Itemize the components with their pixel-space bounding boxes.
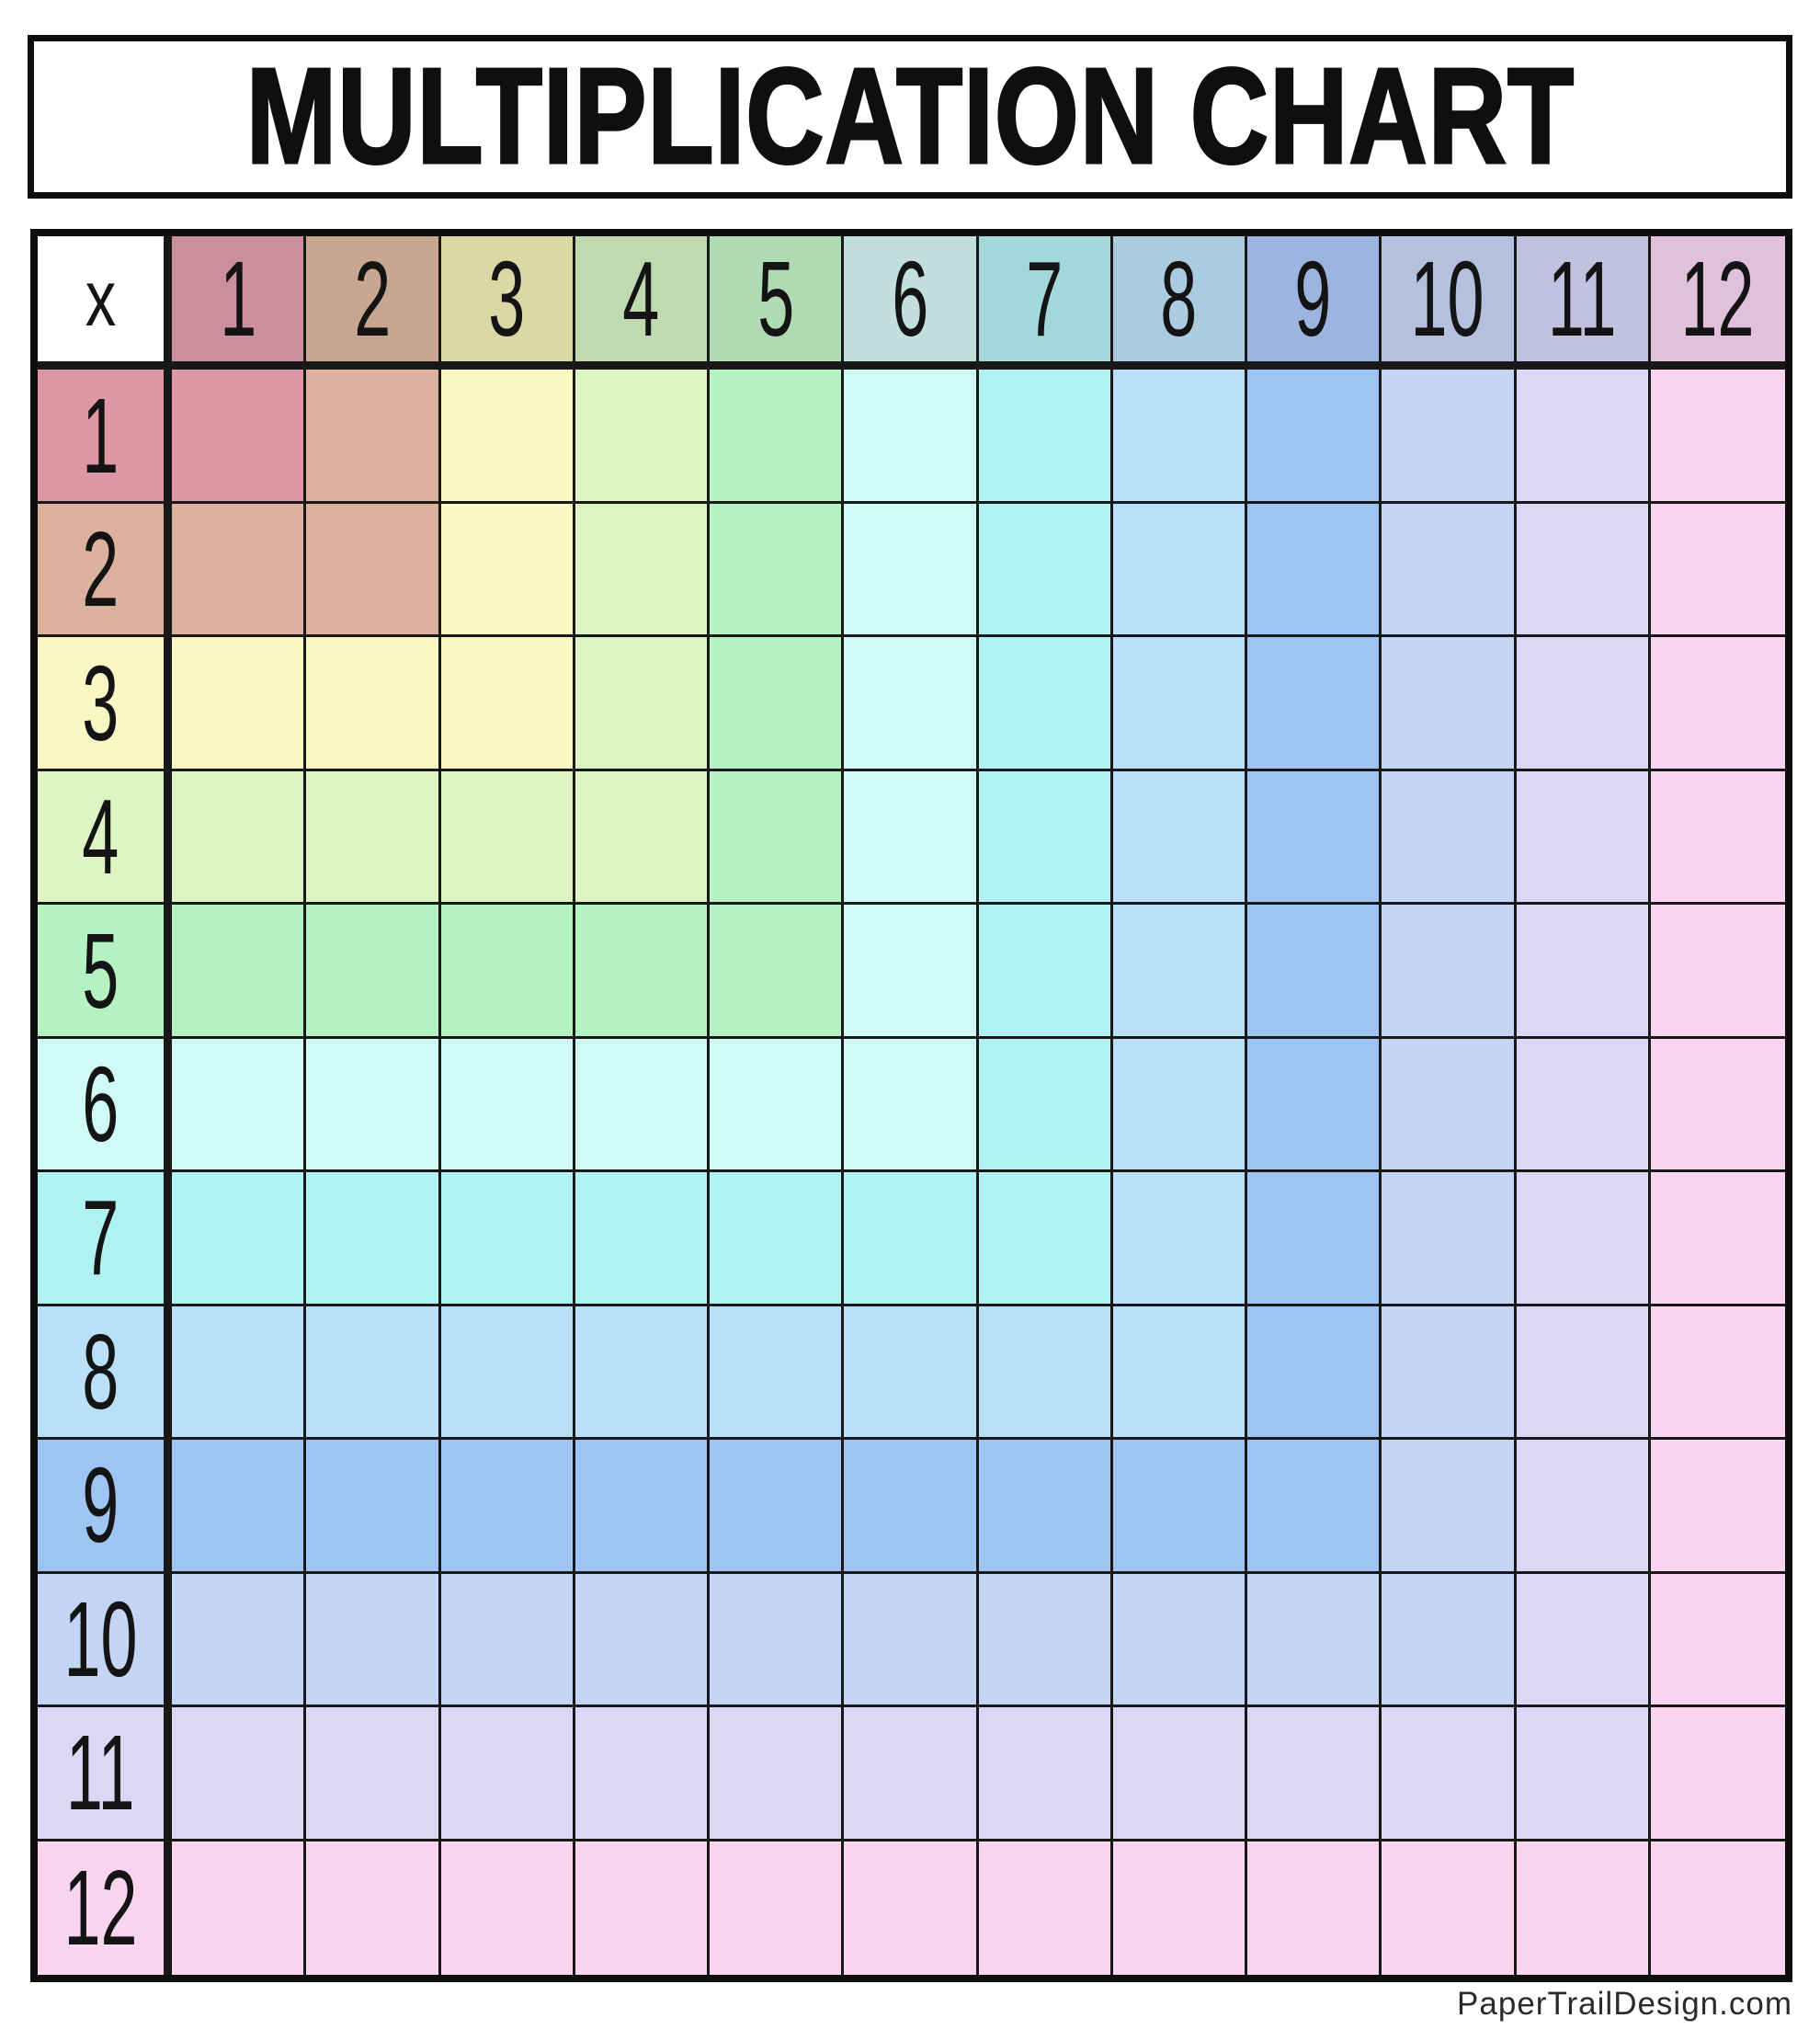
grid-cell — [1651, 1574, 1785, 1707]
grid-cell — [1113, 1039, 1247, 1172]
grid-cell — [1382, 771, 1516, 905]
row-header-cell — [38, 370, 172, 503]
grid-cell — [306, 1574, 440, 1707]
grid-cell — [441, 1841, 575, 1975]
row-header-cell-label: 7 — [82, 1178, 119, 1298]
col-header-cell — [172, 236, 306, 370]
grid-cell — [1113, 1841, 1247, 1975]
grid-cell — [1651, 1039, 1785, 1172]
grid-cell — [306, 1841, 440, 1975]
grid-cell — [1651, 1172, 1785, 1306]
row-header-cell-label: 6 — [82, 1043, 119, 1164]
grid-cell — [710, 771, 844, 905]
row-header-cell — [38, 905, 172, 1038]
grid-cell — [306, 1172, 440, 1306]
grid-cell — [575, 370, 710, 503]
col-header-cell — [575, 236, 710, 370]
grid-cell — [710, 504, 844, 637]
grid-cell — [710, 1707, 844, 1841]
grid-cell — [575, 637, 710, 770]
grid-cell — [710, 1172, 844, 1306]
grid-cell — [1247, 504, 1382, 637]
grid-cell — [1113, 1306, 1247, 1440]
grid-cell — [306, 504, 440, 637]
grid-cell — [1651, 1440, 1785, 1573]
row-header-cell-label: 4 — [82, 777, 119, 897]
row-header-cell-label: 10 — [63, 1579, 138, 1699]
grid-cell — [1382, 1039, 1516, 1172]
grid-cell — [1651, 1841, 1785, 1975]
grid-cell — [441, 771, 575, 905]
grid-cell — [1113, 771, 1247, 905]
grid-cell — [710, 370, 844, 503]
grid-cell — [1651, 370, 1785, 503]
grid-cell — [979, 1172, 1113, 1306]
grid-cell — [441, 1440, 575, 1573]
grid-cell — [844, 1039, 978, 1172]
grid-cell — [306, 1440, 440, 1573]
grid-cell — [1382, 370, 1516, 503]
grid-cell — [979, 1574, 1113, 1707]
corner-cell-label: x — [85, 255, 117, 344]
grid-cell — [441, 637, 575, 770]
grid-cell — [1517, 1707, 1651, 1841]
grid-cell — [844, 1707, 978, 1841]
col-header-cell — [1517, 236, 1651, 370]
grid-cell — [575, 1440, 710, 1573]
grid-cell — [1247, 370, 1382, 503]
row-header-cell — [38, 1707, 172, 1841]
col-header-cell — [1651, 236, 1785, 370]
grid-cell — [1382, 1841, 1516, 1975]
grid-cell — [979, 1707, 1113, 1841]
grid-cell — [441, 1172, 575, 1306]
grid-cell — [979, 1841, 1113, 1975]
grid-cell — [710, 1841, 844, 1975]
grid-cell — [1113, 1707, 1247, 1841]
grid-cell — [1651, 771, 1785, 905]
grid-cell — [575, 1707, 710, 1841]
grid-cell — [1651, 1707, 1785, 1841]
row-header-cell — [38, 1574, 172, 1707]
grid-cell — [575, 1172, 710, 1306]
grid-cell — [844, 905, 978, 1038]
grid-cell — [1517, 1574, 1651, 1707]
grid-cell — [1247, 905, 1382, 1038]
row-header-cell — [38, 1841, 172, 1975]
row-header-cell — [38, 504, 172, 637]
col-header-cell-label: 8 — [1160, 239, 1198, 359]
grid-cell — [1382, 1574, 1516, 1707]
grid-cell — [1517, 771, 1651, 905]
grid-cell — [1382, 1306, 1516, 1440]
grid-cell — [979, 504, 1113, 637]
grid-cell — [844, 1306, 978, 1440]
corner-cell — [38, 236, 172, 370]
grid-cell — [844, 1841, 978, 1975]
grid-cell — [575, 905, 710, 1038]
grid-cell — [1517, 1841, 1651, 1975]
grid-cell — [1382, 1707, 1516, 1841]
col-header-cell-label: 11 — [1547, 239, 1617, 359]
grid-cell — [1247, 1172, 1382, 1306]
row-header-cell — [38, 637, 172, 770]
grid-cell — [1517, 1039, 1651, 1172]
col-header-cell — [1382, 236, 1516, 370]
grid-cell — [1517, 504, 1651, 637]
grid-cell — [844, 504, 978, 637]
grid-cell — [575, 1841, 710, 1975]
grid-cell — [1247, 1574, 1382, 1707]
footer-credit: PaperTrailDesign.com — [1457, 1986, 1792, 2022]
grid-cell — [306, 1707, 440, 1841]
grid-cell — [172, 771, 306, 905]
grid-cell — [172, 905, 306, 1038]
grid-cell — [172, 1039, 306, 1172]
grid-cell — [441, 1574, 575, 1707]
row-header-cell-label: 12 — [63, 1848, 138, 1968]
grid-cell — [1247, 1039, 1382, 1172]
grid-cell — [1382, 1440, 1516, 1573]
grid-cell — [172, 1574, 306, 1707]
grid-cell — [172, 1841, 306, 1975]
row-header-cell-label: 8 — [82, 1311, 119, 1431]
grid-cell — [575, 1574, 710, 1707]
grid-cell — [575, 771, 710, 905]
grid-cell — [844, 1440, 978, 1573]
page-title: MULTIPLICATION CHART — [245, 40, 1575, 192]
grid-cell — [1517, 1306, 1651, 1440]
grid-cell — [306, 370, 440, 503]
grid-cell — [172, 1440, 306, 1573]
grid-cell — [1247, 1306, 1382, 1440]
grid-cell — [1113, 637, 1247, 770]
grid-cell — [172, 504, 306, 637]
grid-cell — [441, 1039, 575, 1172]
grid-cell — [306, 1039, 440, 1172]
grid-cell — [1113, 1574, 1247, 1707]
row-header-cell-label: 5 — [82, 910, 119, 1031]
grid-cell — [575, 1306, 710, 1440]
grid-cell — [306, 905, 440, 1038]
row-header-cell — [38, 771, 172, 905]
col-header-cell — [979, 236, 1113, 370]
col-header-cell — [441, 236, 575, 370]
col-header-cell-label: 9 — [1294, 239, 1332, 359]
grid-cell — [710, 1039, 844, 1172]
grid-cell — [1247, 637, 1382, 770]
col-header-cell-label: 3 — [488, 239, 526, 359]
col-header-cell — [844, 236, 978, 370]
grid-cell — [1247, 771, 1382, 905]
col-header-cell-label: 5 — [756, 239, 794, 359]
grid-cell — [1247, 1440, 1382, 1573]
grid-cell — [1651, 637, 1785, 770]
grid-cell — [1113, 1440, 1247, 1573]
col-header-cell-label: 2 — [354, 239, 392, 359]
grid-cell — [1382, 504, 1516, 637]
grid-cell — [172, 1306, 306, 1440]
grid-cell — [1651, 905, 1785, 1038]
grid-cell — [979, 1039, 1113, 1172]
grid-cell — [710, 1440, 844, 1573]
col-header-cell — [710, 236, 844, 370]
row-header-cell-label: 11 — [66, 1713, 135, 1833]
row-header-cell — [38, 1039, 172, 1172]
title-banner — [28, 35, 1792, 199]
grid-cell — [1517, 637, 1651, 770]
grid-cell — [441, 370, 575, 503]
grid-cell — [1247, 1707, 1382, 1841]
grid-cell — [1517, 1172, 1651, 1306]
grid-cell — [172, 1707, 306, 1841]
row-header-cell-label: 9 — [82, 1445, 119, 1566]
row-header-cell — [38, 1172, 172, 1306]
grid-cell — [710, 637, 844, 770]
col-header-cell-label: 1 — [219, 239, 256, 359]
col-header-cell-label: 4 — [622, 239, 660, 359]
grid-cell — [1651, 1306, 1785, 1440]
grid-cell — [575, 504, 710, 637]
grid-cell — [172, 637, 306, 770]
grid-cell — [979, 905, 1113, 1038]
grid-cell — [575, 1039, 710, 1172]
grid-cell — [1517, 370, 1651, 503]
col-header-cell — [306, 236, 440, 370]
grid-cell — [441, 1306, 575, 1440]
grid-cell — [710, 905, 844, 1038]
grid-cell — [1382, 1172, 1516, 1306]
col-header-cell-label: 6 — [891, 239, 928, 359]
grid-cell — [710, 1306, 844, 1440]
grid-cell — [1651, 504, 1785, 637]
grid-cell — [306, 771, 440, 905]
grid-cell — [441, 905, 575, 1038]
grid-cell — [1247, 1841, 1382, 1975]
grid-cell — [844, 1574, 978, 1707]
row-header-cell — [38, 1306, 172, 1440]
col-header-cell-label: 12 — [1680, 239, 1755, 359]
col-header-cell-label: 10 — [1410, 239, 1484, 359]
grid-cell — [1382, 905, 1516, 1038]
grid-cell — [979, 637, 1113, 770]
row-header-cell-label: 1 — [82, 375, 119, 496]
col-header-cell-label: 7 — [1026, 239, 1064, 359]
grid-cell — [306, 1306, 440, 1440]
grid-cell — [979, 370, 1113, 503]
grid-cell — [979, 771, 1113, 905]
grid-cell — [1382, 637, 1516, 770]
col-header-cell — [1247, 236, 1382, 370]
grid-cell — [710, 1574, 844, 1707]
grid-cell — [1517, 905, 1651, 1038]
grid-cell — [1113, 905, 1247, 1038]
grid-cell — [1113, 504, 1247, 637]
grid-cell — [172, 370, 306, 503]
grid-cell — [979, 1440, 1113, 1573]
grid-cell — [441, 504, 575, 637]
multiplication-grid — [30, 229, 1792, 1982]
grid-cell — [172, 1172, 306, 1306]
row-header-cell-label: 2 — [82, 509, 119, 630]
grid-cell — [844, 370, 978, 503]
grid-cell — [844, 1172, 978, 1306]
grid-cell — [441, 1707, 575, 1841]
grid-cell — [1113, 1172, 1247, 1306]
grid-cell — [979, 1306, 1113, 1440]
grid-cell — [306, 637, 440, 770]
grid-cell — [844, 637, 978, 770]
row-header-cell-label: 3 — [82, 643, 119, 763]
grid-cell — [844, 771, 978, 905]
grid-cell — [1113, 370, 1247, 503]
grid-cell — [1517, 1440, 1651, 1573]
row-header-cell — [38, 1440, 172, 1573]
col-header-cell — [1113, 236, 1247, 370]
